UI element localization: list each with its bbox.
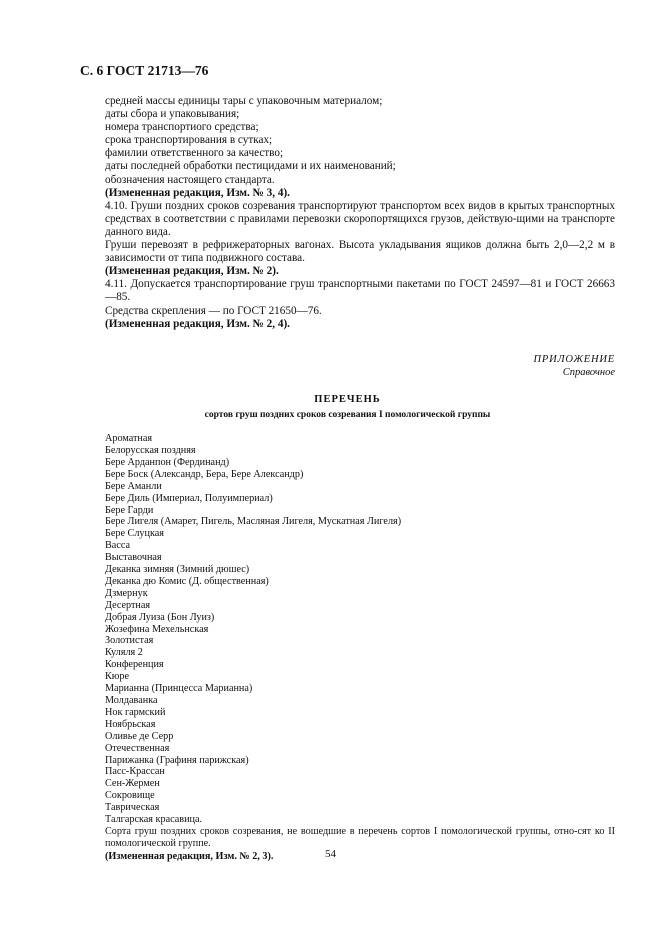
- variety-item: Куляля 2: [105, 647, 143, 659]
- variety-item: Кюре: [105, 671, 130, 683]
- edit-note: (Измененная редакция, Изм. № 2, 4).: [105, 317, 290, 330]
- variety-item: Конференция: [105, 659, 164, 671]
- marking-list: [80, 95, 615, 187]
- variety-item: Деканка дю Комис (Д. общественная): [105, 575, 269, 587]
- document-body: [80, 95, 615, 863]
- variety-item: Деканка зимняя (Зимний дюшес): [105, 564, 250, 576]
- marking-line: срока транспортирования в сутках;: [105, 134, 273, 147]
- variety-item: Добрая Луиза (Бон Луиз): [105, 611, 215, 623]
- page-number: 54: [325, 848, 336, 860]
- footnote: Сорта груш поздних сроков созревания, не вошедшие в перечень сортов I помологической группы, отно-сят ко II помологической группе.: [105, 825, 615, 849]
- variety-item: Сокровище: [105, 790, 155, 802]
- edit-note: (Измененная редакция, Изм. № 2, 3).: [105, 850, 274, 862]
- variety-item: Парижанка (Графиня парижская): [105, 754, 249, 766]
- variety-item: Бере Слуцкая: [105, 528, 164, 540]
- clause-4-11-paragraph: Средства скрепления — по ГОСТ 21650—76.: [105, 304, 322, 317]
- marking-line: номера транспортиого средства;: [105, 121, 259, 134]
- appendix-heading: [80, 353, 615, 379]
- marking-line: даты сбора и упаковывания;: [105, 108, 240, 121]
- variety-item: Десертная: [105, 599, 151, 611]
- variety-item: Отечественная: [105, 742, 170, 754]
- clause-4-10-paragraph: Груши перевозят в рефрижераторных вагонах. Высота укладывания ящиков должна быть 2,0—2,2 м в зависимости от типа подвижного состава.: [105, 239, 615, 265]
- variety-list: [105, 433, 615, 826]
- marking-line: обозначения настоящего стандарта.: [105, 173, 275, 186]
- edit-note: (Измененная редакция, Изм. № 2).: [105, 265, 279, 278]
- variety-item: Бере Боск (Александр, Бера, Бере Александр): [105, 468, 304, 480]
- clause-4-10: 4.10. Груши поздних сроков созревания транспортируют транспортом всех видов в крытых транспортных средствах в соответствии с правилами перевозки скоропортящихся грузов, действую-щими на транспорте данного вида.: [105, 199, 615, 238]
- variety-item: Золотистая: [105, 635, 154, 647]
- variety-item: Бере Арданпон (Фердинанд): [105, 456, 230, 468]
- variety-item: Марианна (Принцесса Марианна): [105, 683, 253, 695]
- variety-item: Жозефина Мехельнская: [105, 623, 209, 635]
- variety-item: Ароматная: [105, 433, 153, 445]
- variety-item: Молдаванка: [105, 695, 158, 706]
- variety-item: Талгарская красавица.: [105, 814, 203, 826]
- marking-line: даты последней обработки пестицидами и их наименований;: [105, 160, 396, 173]
- appendix-title: ПРИЛОЖЕНИЕ: [533, 353, 615, 365]
- variety-item: Оливье де Серр: [105, 730, 174, 742]
- variety-item: Выставочная: [105, 552, 162, 564]
- variety-item: Бере Лигеля (Амарет, Пигель, Масляная Лигеля, Мускатная Лигеля): [105, 516, 402, 528]
- variety-item: Бере Гарди: [105, 504, 154, 516]
- variety-item: Дзмернук: [105, 587, 148, 599]
- marking-line: фамилии ответственного за качество;: [105, 147, 284, 160]
- edit-note: (Измененная редакция, Изм. № 3, 4).: [105, 186, 290, 199]
- variety-item: Таврическая: [105, 802, 160, 814]
- variety-item: Белорусская поздняя: [105, 444, 196, 456]
- clause-4-11: 4.11. Допускается транспортирование груш транспортными пакетами по ГОСТ 24597—81 и ГОСТ 26663—85.: [105, 278, 615, 304]
- list-subtitle: сортов груш поздних сроков созревания I помологической группы: [204, 409, 491, 420]
- variety-item: Нок гармский: [105, 706, 166, 718]
- variety-item: Бере Аманли: [105, 480, 162, 492]
- variety-item: Бере Диль (Империал, Полуимпериал): [105, 492, 273, 504]
- variety-item: Пасс-Крассан: [105, 766, 165, 778]
- appendix-subtitle: Справочное: [562, 366, 615, 378]
- list-title: ПЕРЕЧЕНЬ: [314, 393, 381, 405]
- marking-line: средней массы единицы тары с упаковочным материалом;: [105, 95, 383, 107]
- variety-item: Ноябрьская: [105, 718, 156, 730]
- page-header: С. 6 ГОСТ 21713—76: [80, 63, 209, 78]
- variety-item: Сен-Жермен: [105, 778, 160, 790]
- variety-item: Васса: [105, 540, 131, 552]
